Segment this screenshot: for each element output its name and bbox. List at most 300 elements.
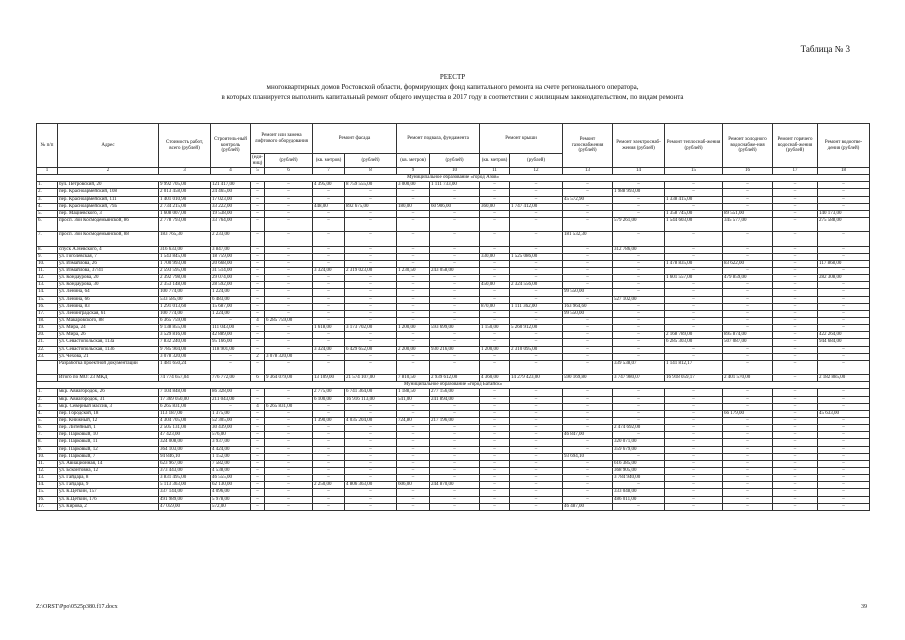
- footer-file-path: Z:\ORST\Ppo\0525p380.f17.docx: [36, 604, 118, 610]
- value-cell: –: [480, 389, 510, 396]
- value-cell: 1 141 812,17: [665, 360, 723, 374]
- value-cell: –: [430, 210, 480, 217]
- value-cell: –: [430, 289, 480, 296]
- value-cell: –: [345, 260, 397, 267]
- value-cell: 29 074,00: [211, 275, 251, 282]
- row-number: 9.: [37, 253, 58, 260]
- table-row: [37, 253, 870, 260]
- value-cell: 46 555,00: [211, 475, 251, 482]
- value-cell: –: [480, 289, 510, 296]
- value-cell: –: [251, 339, 265, 346]
- header-lift: Ремонт или замена лифтового оборудования: [251, 124, 313, 154]
- value-cell: –: [510, 332, 563, 339]
- value-cell: –: [251, 275, 265, 282]
- value-cell: –: [773, 475, 818, 482]
- value-cell: –: [251, 325, 265, 332]
- address-cell: ул. Бсконтовна, 12: [58, 467, 159, 474]
- value-cell: –: [773, 467, 818, 474]
- row-number: 19.: [37, 325, 58, 332]
- value-cell: –: [313, 310, 345, 317]
- column-number: 17: [773, 168, 818, 175]
- row-number: 16.: [37, 496, 58, 503]
- value-cell: –: [397, 339, 430, 346]
- column-number: 11: [480, 168, 510, 175]
- address-cell: пер. Литейный, 1: [58, 425, 159, 432]
- value-cell: –: [510, 217, 563, 231]
- table-row: [37, 467, 870, 474]
- value-cell: 2 319 023,00: [345, 268, 397, 275]
- value-cell: –: [773, 375, 818, 382]
- value-cell: –: [510, 353, 563, 360]
- value-cell: –: [563, 217, 613, 231]
- value-cell: 6 285 303,00: [665, 339, 723, 346]
- value-cell: –: [723, 303, 773, 310]
- value-cell: –: [723, 196, 773, 203]
- value-cell: –: [480, 210, 510, 217]
- value-cell: –: [430, 460, 480, 467]
- value-cell: –: [430, 475, 480, 482]
- address-cell: просп. Зои Космодемьянской, 86: [58, 217, 159, 231]
- row-number: 4.: [37, 410, 58, 417]
- value-cell: –: [563, 446, 613, 453]
- column-number-row: [37, 168, 870, 175]
- value-cell: 7 582,00: [211, 460, 251, 467]
- value-cell: –: [818, 289, 870, 296]
- value-cell: –: [818, 232, 870, 246]
- value-cell: –: [510, 389, 563, 396]
- value-cell: –: [397, 467, 430, 474]
- value-cell: –: [251, 503, 265, 510]
- row-number: [37, 360, 58, 374]
- value-cell: –: [345, 282, 397, 289]
- value-cell: –: [397, 303, 430, 310]
- value-cell: 1 358 745,00: [665, 210, 723, 217]
- value-cell: 1 478 835,00: [665, 260, 723, 267]
- value-cell: 2 778 793,00: [159, 217, 211, 231]
- value-cell: 277 156,00: [430, 389, 480, 396]
- address-cell: ул. Кондаурова, 30: [58, 282, 159, 289]
- value-cell: –: [773, 482, 818, 489]
- value-cell: –: [613, 182, 665, 189]
- value-cell: 579 261,00: [613, 217, 665, 231]
- value-cell: –: [613, 432, 665, 439]
- table-row: [37, 425, 870, 432]
- value-cell: –: [773, 389, 818, 396]
- value-cell: 9 785 904,00: [159, 346, 211, 353]
- value-cell: 324 008,00: [159, 439, 211, 446]
- value-cell: –: [251, 203, 265, 210]
- value-cell: 6: [251, 375, 265, 382]
- value-cell: –: [480, 310, 510, 317]
- value-cell: 244 870,00: [430, 482, 480, 489]
- value-cell: –: [818, 446, 870, 453]
- value-cell: –: [563, 489, 613, 496]
- value-cell: –: [613, 396, 665, 403]
- address-cell: бул. Петровский, 20: [58, 182, 159, 189]
- address-cell: пер. Мациевского, 3: [58, 210, 159, 217]
- address-cell: ул. К.Цеткин, 176: [58, 496, 159, 503]
- value-cell: –: [773, 425, 818, 432]
- column-number: 13: [563, 168, 613, 175]
- value-cell: 95 166,00: [211, 339, 251, 346]
- value-cell: 3 324,00: [313, 268, 345, 275]
- value-cell: 243 058,00: [430, 268, 480, 275]
- table-row: [37, 282, 870, 289]
- table-row: [37, 503, 870, 510]
- value-cell: –: [665, 353, 723, 360]
- value-cell: –: [480, 332, 510, 339]
- column-number: 6: [265, 168, 313, 175]
- value-cell: –: [723, 353, 773, 360]
- value-cell: –: [613, 482, 665, 489]
- value-cell: –: [480, 275, 510, 282]
- value-cell: 5 260 912,00: [510, 325, 563, 332]
- address-cell: пер. Городской, 18: [58, 410, 159, 417]
- value-cell: 275 588,00: [818, 217, 870, 231]
- value-cell: –: [313, 289, 345, 296]
- value-cell: –: [480, 482, 510, 489]
- row-number: 4.: [37, 203, 58, 210]
- value-cell: –: [430, 275, 480, 282]
- value-cell: –: [265, 496, 313, 503]
- value-cell: –: [510, 410, 563, 417]
- table-row: [37, 475, 870, 482]
- value-cell: –: [345, 332, 397, 339]
- value-cell: –: [818, 317, 870, 324]
- section-header-row: [37, 175, 870, 182]
- column-number: 7: [313, 168, 345, 175]
- value-cell: –: [313, 303, 345, 310]
- value-cell: 3 847,00: [211, 246, 251, 253]
- value-cell: –: [510, 260, 563, 267]
- value-cell: 121 417,00: [211, 182, 251, 189]
- value-cell: –: [313, 453, 345, 460]
- value-cell: 330,00: [480, 253, 510, 260]
- value-cell: –: [397, 196, 430, 203]
- value-cell: –: [251, 432, 265, 439]
- value-cell: 1 401 010,90: [159, 196, 211, 203]
- value-cell: –: [265, 410, 313, 417]
- value-cell: –: [265, 389, 313, 396]
- value-cell: –: [613, 403, 665, 410]
- value-cell: –: [430, 410, 480, 417]
- value-cell: –: [265, 475, 313, 482]
- value-cell: 31 514,00: [211, 268, 251, 275]
- row-number: 17.: [37, 503, 58, 510]
- value-cell: –: [665, 182, 723, 189]
- row-number: 8.: [37, 439, 58, 446]
- value-cell: 89 551,00: [723, 210, 773, 217]
- value-cell: 3 078 320,00: [265, 353, 313, 360]
- value-cell: –: [430, 246, 480, 253]
- row-number: 7.: [37, 432, 58, 439]
- column-number: 2: [58, 168, 159, 175]
- value-cell: –: [345, 317, 397, 324]
- value-cell: –: [665, 467, 723, 474]
- row-number: 9.: [37, 446, 58, 453]
- value-cell: –: [818, 403, 870, 410]
- value-cell: –: [345, 196, 397, 203]
- value-cell: 541,00: [397, 396, 430, 403]
- value-cell: –: [251, 410, 265, 417]
- value-cell: 60 906,00: [430, 203, 480, 210]
- value-cell: –: [345, 460, 397, 467]
- value-cell: –: [251, 396, 265, 403]
- value-cell: –: [665, 417, 723, 424]
- value-cell: 2 233,00: [211, 232, 251, 246]
- value-cell: –: [345, 275, 397, 282]
- value-cell: –: [265, 482, 313, 489]
- value-cell: –: [313, 489, 345, 496]
- table-row: [37, 203, 870, 210]
- row-number: 3.: [37, 196, 58, 203]
- value-cell: –: [773, 396, 818, 403]
- value-cell: –: [563, 346, 613, 353]
- table-row: [37, 260, 870, 267]
- value-cell: 895 874,00: [723, 332, 773, 339]
- value-cell: –: [313, 467, 345, 474]
- address-cell: мкр. Северный массив, 3: [58, 403, 159, 410]
- value-cell: –: [265, 425, 313, 432]
- row-number: 6.: [37, 425, 58, 432]
- value-cell: –: [818, 496, 870, 503]
- value-cell: –: [480, 217, 510, 231]
- table-row: [37, 289, 870, 296]
- value-cell: –: [818, 253, 870, 260]
- value-cell: 2 324 556,00: [510, 282, 563, 289]
- header-no: № п/п: [37, 124, 58, 168]
- title-line-2: многоквартирных домов Ростовской области, формирующих фонд капитального ремонта на счете регионального оператора,: [266, 83, 639, 91]
- value-cell: –: [665, 268, 723, 275]
- value-cell: –: [313, 260, 345, 267]
- value-cell: 18 759,00: [211, 253, 251, 260]
- value-cell: 5 113 363,00: [159, 482, 211, 489]
- header-elec: Ремонт электроснаб-жения (рублей): [613, 124, 665, 168]
- value-cell: 724,80: [397, 417, 430, 424]
- value-cell: –: [723, 475, 773, 482]
- value-cell: –: [510, 246, 563, 253]
- header-facade: Ремонт фасада: [313, 124, 397, 154]
- address-cell: спуск А.Невского, 4: [58, 246, 159, 253]
- value-cell: –: [430, 282, 480, 289]
- value-cell: –: [430, 503, 480, 510]
- value-cell: –: [510, 396, 563, 403]
- value-cell: –: [251, 360, 265, 374]
- header-cost: Стоимость работ, всего (рублей): [159, 124, 211, 168]
- row-number: 2.: [37, 189, 58, 196]
- table-row: [37, 496, 870, 503]
- value-cell: –: [251, 246, 265, 253]
- value-cell: 364 103,00: [159, 446, 211, 453]
- value-cell: –: [665, 503, 723, 510]
- value-cell: –: [773, 325, 818, 332]
- value-cell: 17 369 050,00: [159, 396, 211, 403]
- value-cell: –: [510, 417, 563, 424]
- value-cell: 2 392 798,00: [159, 275, 211, 282]
- value-cell: –: [818, 268, 870, 275]
- value-cell: –: [345, 360, 397, 374]
- value-cell: –: [397, 353, 430, 360]
- value-cell: 1 152,00: [211, 453, 251, 460]
- value-cell: 46 487,00: [563, 503, 613, 510]
- row-number: 5.: [37, 417, 58, 424]
- value-cell: –: [265, 396, 313, 403]
- value-cell: 593 699,00: [430, 325, 480, 332]
- header-cold: Ремонт холодного водоснабже-ния (рублей): [723, 124, 773, 168]
- value-cell: –: [480, 475, 510, 482]
- value-cell: –: [723, 282, 773, 289]
- value-cell: –: [773, 446, 818, 453]
- value-cell: –: [397, 246, 430, 253]
- value-cell: 1 618,00: [313, 325, 345, 332]
- value-cell: –: [480, 439, 510, 446]
- value-cell: –: [430, 339, 480, 346]
- value-cell: –: [665, 410, 723, 417]
- value-cell: –: [430, 432, 480, 439]
- value-cell: 450,00: [480, 282, 510, 289]
- value-cell: 1 188,50: [397, 389, 430, 396]
- value-cell: –: [818, 282, 870, 289]
- value-cell: –: [665, 325, 723, 332]
- value-cell: –: [480, 489, 510, 496]
- table-row: [37, 489, 870, 496]
- value-cell: –: [773, 217, 818, 231]
- table-row: [37, 453, 870, 460]
- value-cell: –: [251, 439, 265, 446]
- value-cell: –: [313, 353, 345, 360]
- header-facade-kvm: (кв. метров): [313, 154, 345, 168]
- address-cell: ул. Ленинградская, 61: [58, 310, 159, 317]
- row-number: 6.: [37, 217, 58, 231]
- value-cell: –: [613, 203, 665, 210]
- section-name: Муниципальное образование «город Азов»: [37, 175, 870, 182]
- value-cell: –: [613, 503, 665, 510]
- value-cell: –: [313, 253, 345, 260]
- value-cell: –: [773, 360, 818, 374]
- row-number: 13.: [37, 475, 58, 482]
- value-cell: 368 905,00: [613, 467, 665, 474]
- value-cell: 1 544 603,00: [665, 217, 723, 231]
- value-cell: –: [345, 310, 397, 317]
- value-cell: –: [563, 389, 613, 396]
- value-cell: –: [265, 196, 313, 203]
- value-cell: –: [430, 253, 480, 260]
- value-cell: –: [563, 475, 613, 482]
- value-cell: –: [665, 246, 723, 253]
- value-cell: –: [665, 496, 723, 503]
- value-cell: 47 423,00: [159, 432, 211, 439]
- value-cell: –: [510, 182, 563, 189]
- column-number: 9: [397, 168, 430, 175]
- value-cell: –: [345, 425, 397, 432]
- value-cell: 1 601 557,00: [665, 275, 723, 282]
- value-cell: –: [251, 303, 265, 310]
- value-cell: –: [430, 296, 480, 303]
- value-cell: 339 538,07: [613, 360, 665, 374]
- address-cell: мкр. Авиагородок, 31: [58, 396, 159, 403]
- value-cell: 6 265 831,00: [159, 403, 211, 410]
- value-cell: –: [818, 310, 870, 317]
- header-gas: Ремонт газоснабжения (рублей): [563, 124, 613, 168]
- value-cell: –: [563, 203, 613, 210]
- value-cell: –: [818, 353, 870, 360]
- value-cell: –: [397, 260, 430, 267]
- value-cell: –: [510, 360, 563, 374]
- value-cell: –: [480, 403, 510, 410]
- value-cell: –: [563, 317, 613, 324]
- value-cell: 1 291 013,60: [159, 303, 211, 310]
- value-cell: –: [397, 503, 430, 510]
- value-cell: 13 109,00: [313, 375, 345, 382]
- value-cell: –: [773, 282, 818, 289]
- header-lift-rub: (рублей): [265, 154, 313, 168]
- value-cell: –: [313, 410, 345, 417]
- column-number: 16: [723, 168, 773, 175]
- value-cell: –: [251, 210, 265, 217]
- value-cell: 3 937,00: [211, 439, 251, 446]
- value-cell: –: [265, 432, 313, 439]
- row-number: 20.: [37, 332, 58, 339]
- header-basement-kvm: (кв. метров): [397, 154, 430, 168]
- value-cell: –: [251, 482, 265, 489]
- row-number: 10.: [37, 453, 58, 460]
- header-address: Адрес: [58, 124, 159, 168]
- value-cell: 3 173 702,00: [345, 325, 397, 332]
- row-number: 14.: [37, 289, 58, 296]
- value-cell: –: [265, 203, 313, 210]
- row-number: 11.: [37, 460, 58, 467]
- value-cell: –: [510, 196, 563, 203]
- value-cell: –: [251, 460, 265, 467]
- row-number: 3.: [37, 403, 58, 410]
- value-cell: 3 747 980,07: [613, 375, 665, 382]
- value-cell: –: [345, 467, 397, 474]
- value-cell: –: [480, 189, 510, 196]
- value-cell: –: [345, 446, 397, 453]
- value-cell: –: [265, 460, 313, 467]
- value-cell: 14 279 423,00: [510, 375, 563, 382]
- value-cell: –: [773, 260, 818, 267]
- value-cell: –: [430, 439, 480, 446]
- value-cell: –: [510, 275, 563, 282]
- value-cell: 20 668,00: [211, 260, 251, 267]
- value-cell: –: [480, 503, 510, 510]
- value-cell: –: [773, 346, 818, 353]
- value-cell: 576,00: [211, 432, 251, 439]
- address-cell: ул. К.Цеткин, 157: [58, 489, 159, 496]
- value-cell: –: [563, 360, 613, 374]
- value-cell: –: [345, 496, 397, 503]
- value-cell: –: [563, 460, 613, 467]
- value-cell: –: [613, 410, 665, 417]
- header-control: Строитель-ный контроль (рублей): [211, 124, 251, 168]
- value-cell: –: [818, 246, 870, 253]
- value-cell: –: [480, 182, 510, 189]
- value-cell: –: [251, 289, 265, 296]
- value-cell: 623 967,00: [159, 460, 211, 467]
- value-cell: –: [665, 253, 723, 260]
- value-cell: –: [345, 432, 397, 439]
- value-cell: –: [313, 217, 345, 231]
- value-cell: –: [430, 453, 480, 460]
- value-cell: 1 375,00: [211, 410, 251, 417]
- value-cell: 533 585,00: [159, 296, 211, 303]
- value-cell: –: [265, 446, 313, 453]
- row-number: 12.: [37, 275, 58, 282]
- value-cell: –: [773, 489, 818, 496]
- value-cell: 45 633,00: [818, 410, 870, 417]
- value-cell: –: [480, 196, 510, 203]
